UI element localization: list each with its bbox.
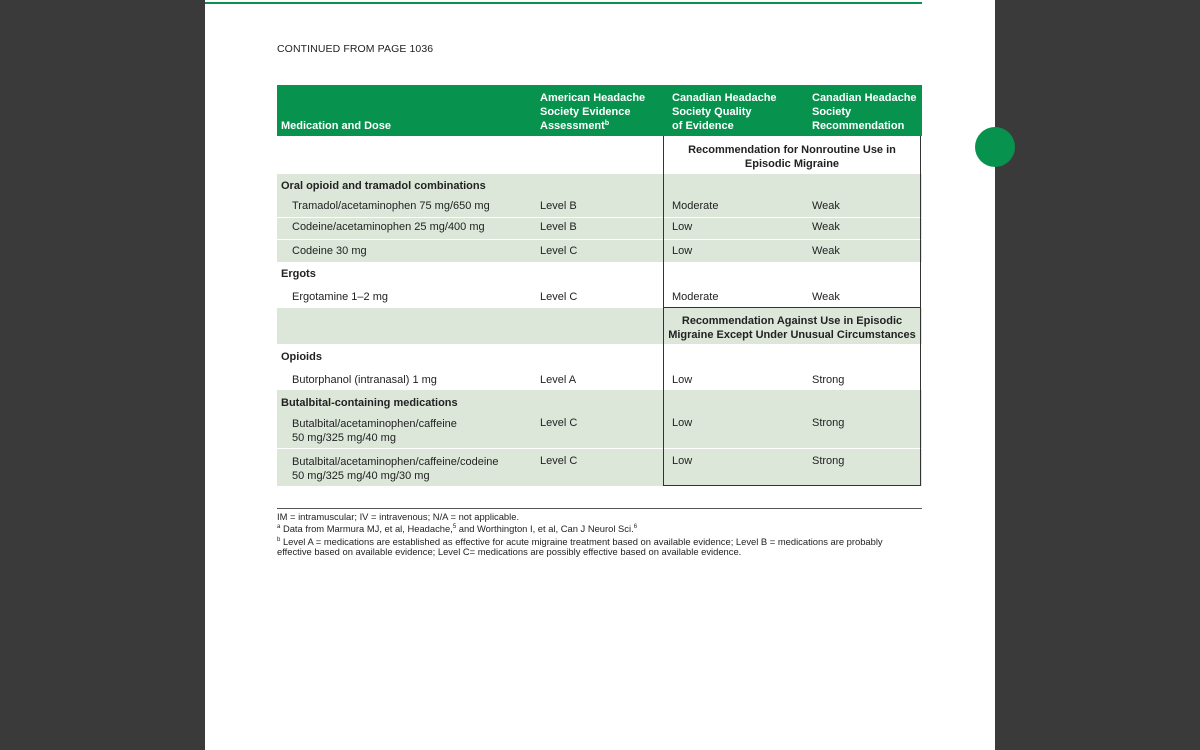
ahs-cell: Level C [540,291,578,303]
rec-border-bottom-2 [663,485,921,486]
header-rec-line: Canadian Headache [812,92,917,104]
recommendation-cell: Weak [812,200,840,212]
header-quality-line: Canadian Headache [672,92,777,104]
footnote-b-text: Level A = medications are established as effective for acute migraine treatment based on available evidence; Level B = medications are probably [280,536,883,547]
group-label: Oral opioid and tramadol combinations [281,180,486,192]
medication-line: 50 mg/325 mg/40 mg [292,432,396,444]
recommendation-cell: Weak [812,221,840,233]
medication-cell: Ergotamine 1–2 mg [292,291,388,303]
quality-cell: Low [672,221,693,233]
continued-label: CONTINUED FROM PAGE 1036 [277,43,434,55]
rec-border-1 [663,136,921,308]
recommendation-cell: Strong [812,455,845,467]
quality-cell: Moderate [672,200,719,212]
document-page [205,0,995,750]
ahs-cell: Level B [540,200,577,212]
section2-title-line: Migraine Except Under Unusual Circumstances [668,329,916,341]
quality-cell: Low [672,374,693,386]
medication-cell: Codeine 30 mg [292,245,367,257]
quality-cell: Moderate [672,291,719,303]
header-quality-line: Society Quality [672,106,752,118]
header-ahs-line: American Headache [540,92,646,104]
footnote-abbreviations: IM = intramuscular; IV = intravenous; N/A = not applicable. [277,511,520,522]
recommendation-cell: Strong [812,417,845,429]
quality-cell: Low [672,417,693,429]
table-header [277,85,922,136]
medication-line: Butalbital/acetaminophen/caffeine/codeine [292,456,499,468]
medication-line: Butalbital/acetaminophen/caffeine [292,418,457,430]
rec-border-2 [663,308,921,486]
footnote-a-mark: a [277,524,281,530]
quality-cell: Low [672,455,693,467]
header-ahs-line [540,119,645,133]
recommendation-cell: Weak [812,245,840,257]
header-rec-line: Recommendation [812,120,905,132]
header-ahs [540,91,645,133]
footnote-b-continued: effective based on available evidence; Level C= medications are possibly effective based on available evidence. [277,546,742,557]
medication-line: 50 mg/325 mg/40 mg/30 mg [292,470,430,482]
header-quality-line: of Evidence [672,120,734,132]
quality-cell: Low [672,245,693,257]
medication-cell: Codeine/acetaminophen 25 mg/400 mg [292,221,485,233]
footnote-a-text: Data from Marmura MJ, et al, Headache, [280,523,453,534]
header-ahs-line: Society Evidence [540,106,631,118]
header-chs-recommendation [812,91,917,133]
ahs-cell: Level C [540,455,578,467]
ahs-cell: Level C [540,245,578,257]
header-rec-line: Society [812,106,852,118]
footnote-a-text: and Worthington I, et al, Can J Neurol Sci. [456,523,634,534]
header-medication: Medication and Dose [281,120,392,132]
section1-title-line: Episodic Migraine [744,158,840,170]
recommendation-cell: Weak [812,291,840,303]
recommendation-cell: Strong [812,374,845,386]
ahs-cell: Level B [540,221,577,233]
footnote-a [277,524,927,535]
footnote-a-ref: 6 [633,524,638,530]
medication-cell: Butorphanol (intranasal) 1 mg [292,374,437,386]
ahs-cell: Level C [540,417,578,429]
group-label: Butalbital-containing medications [281,397,458,409]
footnote-rule [277,508,922,509]
footnote-b-mark: b [277,537,281,543]
page-tab-marker [975,127,1015,167]
medication-cell [292,455,499,483]
section2-title-line: Recommendation Against Use in Episodic [681,315,903,327]
group-label: Opioids [281,351,322,363]
medication-cell [292,417,457,445]
header-ahs-footnote-mark: b [604,120,610,127]
header-ahs-text: Assessment [540,120,605,132]
footnote-a-ref: 5 [452,524,457,530]
medication-cell: Tramadol/acetaminophen 75 mg/650 mg [292,200,490,212]
header-chs-quality [672,91,777,133]
top-rule [205,2,922,4]
ahs-cell: Level A [540,374,577,386]
group-label: Ergots [281,268,316,280]
section1-title-line: Recommendation for Nonroutine Use in [688,144,896,156]
